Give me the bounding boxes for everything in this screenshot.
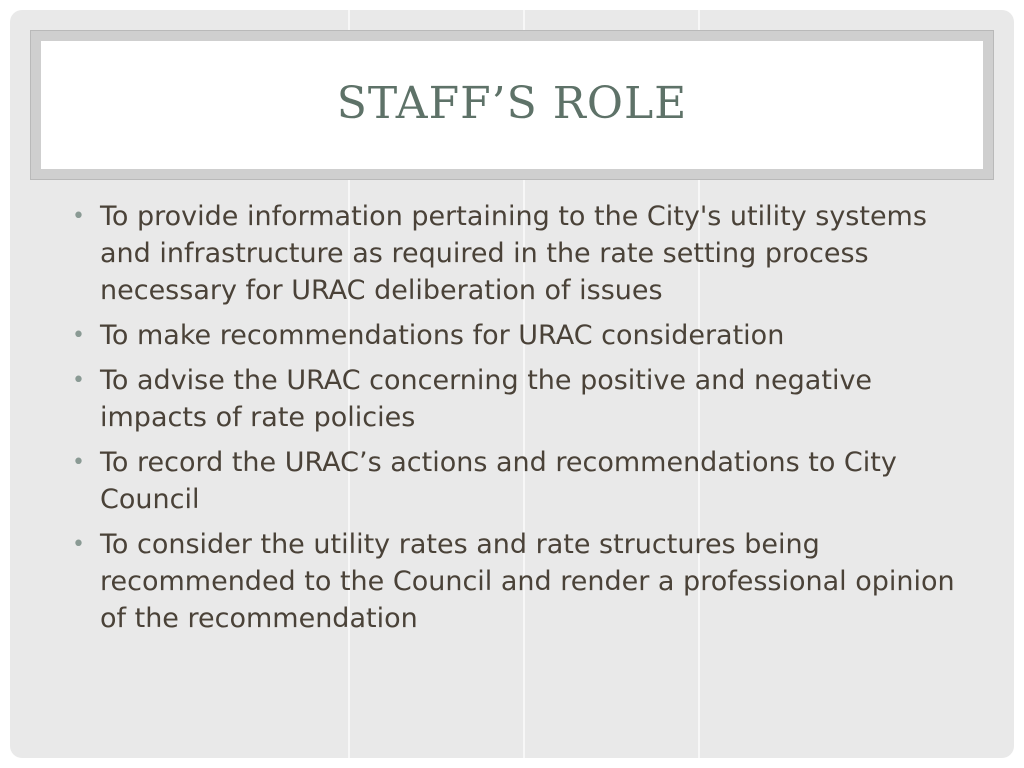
slide-title: STAFF’S ROLE [336,77,688,129]
bullet-item [70,317,970,354]
bullet-item [70,526,970,637]
bullet-item [70,444,970,518]
bullet-icon: • [72,368,85,393]
slide [10,10,1014,758]
title-frame [30,30,994,180]
bullet-text: To provide information pertaining to the City's utility systems and infrastructure as required in the rate setting process necessary for URAC deliberation of issues [100,201,927,306]
bullet-item [70,362,970,436]
bullet-icon: • [72,323,85,348]
bullet-list [70,198,970,645]
bullet-icon: • [72,450,85,475]
bullet-text: To consider the utility rates and rate structures being recommended to the Council and render a professional opinion of the recommendation [100,529,955,634]
bullet-text: To make recommendations for URAC consideration [100,320,785,351]
bullet-item [70,198,970,309]
bullet-text: To advise the URAC concerning the positive and negative impacts of rate policies [100,365,873,433]
bullet-icon: • [72,532,85,557]
bullet-icon: • [72,204,85,229]
bullet-text: To record the URAC’s actions and recommendations to City Council [100,447,897,515]
title-box [41,41,983,169]
